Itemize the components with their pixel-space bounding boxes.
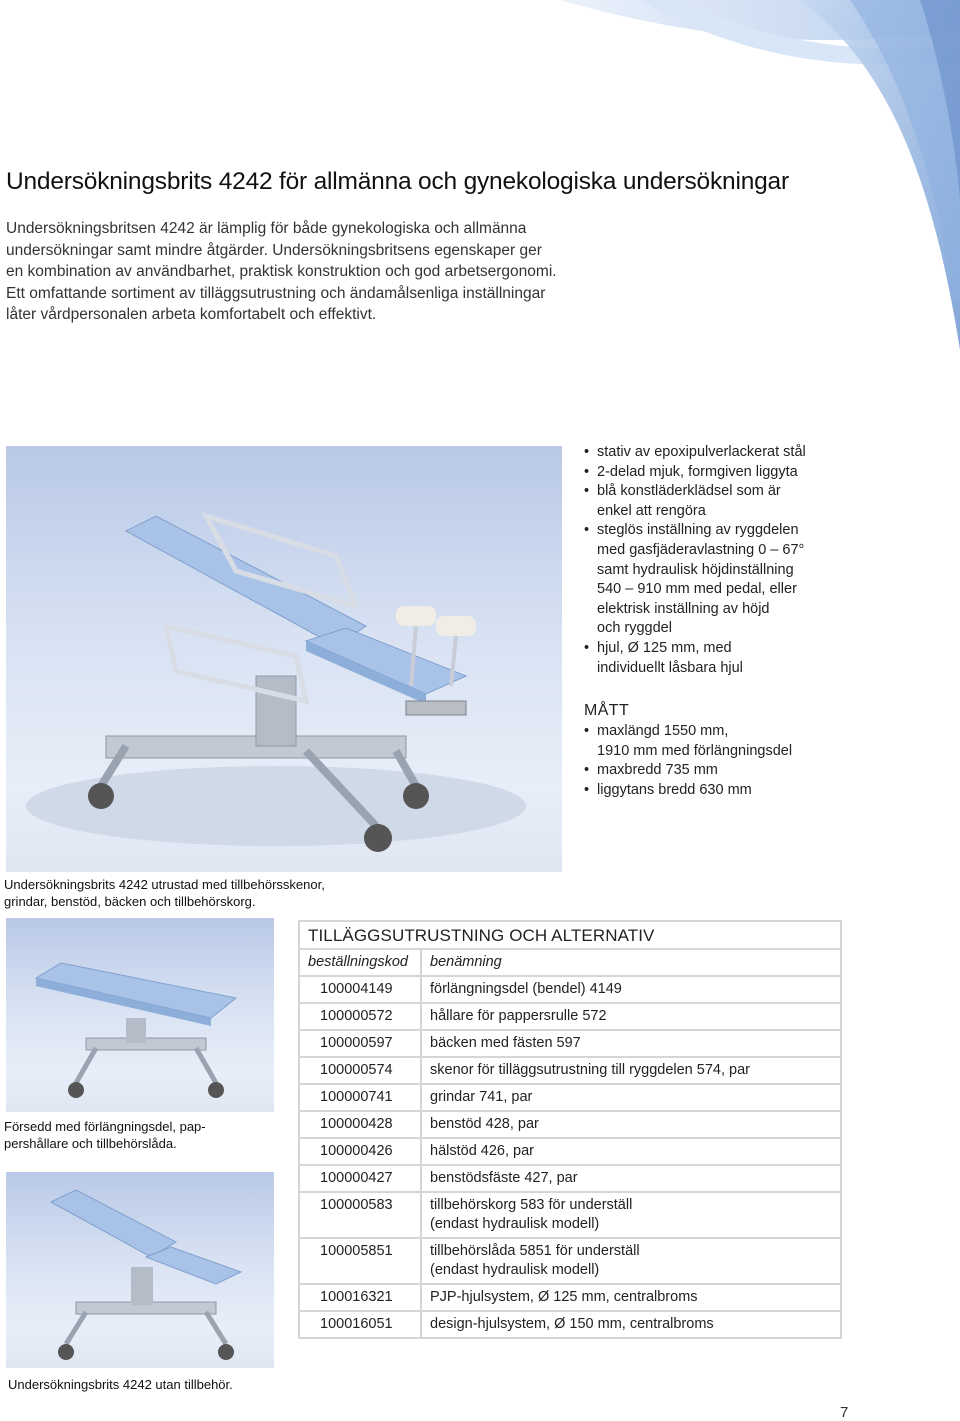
column-header-name: benämning: [421, 949, 841, 976]
intro-paragraph: [6, 218, 586, 326]
intro-line: en kombination av användbarhet, praktisk konstruktion och god arbetsergonomi.: [6, 263, 557, 280]
feature-text: enkel att rengöra: [597, 502, 706, 519]
table-row: [299, 1084, 841, 1111]
column-header-code: beställningskod: [299, 949, 421, 976]
feature-text: hjul, Ø 125 mm, med: [597, 639, 732, 656]
page-number: 7: [840, 1404, 849, 1421]
feature-item: [584, 639, 884, 678]
order-code: 100000597: [299, 1030, 421, 1057]
feature-text: med gasfjäderavlastning 0 – 67°: [597, 541, 805, 558]
item-name: grindar 741, par: [421, 1084, 841, 1111]
product-photo-extended: [6, 918, 274, 1112]
order-code: 100000426: [299, 1138, 421, 1165]
item-name: PJP-hjulsystem, Ø 125 mm, centralbroms: [421, 1284, 841, 1311]
item-name: hälstöd 426, par: [421, 1138, 841, 1165]
order-code: 100016321: [299, 1284, 421, 1311]
order-code: 100004149: [299, 976, 421, 1003]
table-header-row: [299, 949, 841, 976]
table-title: TILLÄGGSUTRUSTNING OCH ALTERNATIV: [299, 921, 841, 949]
order-code: 100016051: [299, 1311, 421, 1338]
feature-text: blå konstläderklädsel som är: [597, 483, 781, 500]
feature-text: individuellt låsbara hjul: [597, 659, 743, 676]
item-name: skenor för tilläggsutrustning till ryggdelen 574, par: [421, 1057, 841, 1084]
dimension-item: [584, 722, 884, 761]
feature-text: samt hydraulisk höjdinställning: [597, 561, 794, 578]
dimensions-heading: MÅTT: [584, 702, 630, 720]
feature-text: 540 – 910 mm med pedal, eller: [597, 581, 797, 598]
feature-text: steglös inställning av ryggdelen: [597, 522, 799, 539]
item-name-line: tillbehörskorg 583 för underställ: [430, 1197, 633, 1213]
item-name: [421, 1192, 841, 1238]
product-photo-full-equipment: [6, 446, 562, 872]
dimension-item: [584, 781, 884, 801]
product-photo-plain: [6, 1172, 274, 1368]
caption-line: grindar, benstöd, bäcken och tillbehörskorg.: [4, 894, 256, 909]
table-title-row: [299, 921, 841, 949]
feature-text: 2-delad mjuk, formgiven liggyta: [597, 463, 798, 480]
feature-item: [584, 521, 884, 639]
intro-line: Undersökningsbritsen 4242 är lämplig för både gynekologiska och allmänna: [6, 220, 527, 237]
table-row: [299, 1284, 841, 1311]
accessories-table: [298, 920, 842, 1339]
dimension-text: liggytans bredd 630 mm: [597, 781, 752, 798]
order-code: 100000428: [299, 1111, 421, 1138]
item-name: bäcken med fästen 597: [421, 1030, 841, 1057]
table-row: [299, 1138, 841, 1165]
feature-item: [584, 482, 884, 521]
order-code: 100000741: [299, 1084, 421, 1111]
table-row: [299, 1030, 841, 1057]
order-code: 100000574: [299, 1057, 421, 1084]
dimension-text: maxlängd 1550 mm,: [597, 723, 729, 740]
dimensions-bullets: [584, 722, 884, 800]
feature-item: [584, 463, 884, 483]
table-row: [299, 1165, 841, 1192]
table-row: [299, 1003, 841, 1030]
extended-photo-caption: [4, 1118, 254, 1152]
item-name: [421, 1238, 841, 1284]
feature-item: [584, 443, 884, 463]
intro-line: låter vårdpersonalen arbeta komfortabelt och effektivt.: [6, 306, 377, 323]
main-photo-caption: [4, 876, 404, 910]
intro-line: undersökningar samt mindre åtgärder. Undersökningsbritsens egenskaper ger: [6, 241, 542, 259]
item-name: benstöd 428, par: [421, 1111, 841, 1138]
order-code: 100000583: [299, 1192, 421, 1238]
order-code: 100000572: [299, 1003, 421, 1030]
caption-line: pershållare och tillbehörslåda.: [4, 1136, 177, 1151]
feature-text: och ryggdel: [597, 620, 672, 637]
item-name: hållare för pappersrulle 572: [421, 1003, 841, 1030]
dimension-text: 1910 mm med förlängningsdel: [597, 742, 793, 759]
table-row: [299, 1111, 841, 1138]
item-name-line: (endast hydraulisk modell): [430, 1216, 600, 1232]
feature-text: stativ av epoxipulverlackerat stål: [597, 444, 806, 460]
table-row: [299, 1238, 841, 1284]
caption-line: Försedd med förlängningsdel, pap-: [4, 1119, 206, 1134]
plain-photo-caption: Undersökningsbrits 4242 utan tillbehör.: [8, 1377, 233, 1392]
feature-text: elektrisk inställning av höjd: [597, 600, 770, 617]
feature-list: [584, 443, 884, 801]
item-name-line: (endast hydraulisk modell): [430, 1262, 600, 1278]
table-row: [299, 1192, 841, 1238]
table-row: [299, 1311, 841, 1338]
page-title: Undersökningsbrits 4242 för allmänna och gynekologiska undersökningar: [6, 168, 789, 195]
item-name: benstödsfäste 427, par: [421, 1165, 841, 1192]
item-name-line: tillbehörslåda 5851 för underställ: [430, 1243, 640, 1259]
features-bullets: [584, 443, 884, 678]
caption-line: Undersökningsbrits 4242 utrustad med tillbehörsskenor,: [4, 877, 325, 892]
intro-line: Ett omfattande sortiment av tilläggsutrustning och ändamålsenliga inställningar: [6, 284, 546, 302]
table-row: [299, 1057, 841, 1084]
order-code: 100000427: [299, 1165, 421, 1192]
order-code: 100005851: [299, 1238, 421, 1284]
table-row: [299, 976, 841, 1003]
dimension-item: [584, 761, 884, 781]
item-name: design-hjulsystem, Ø 150 mm, centralbroms: [421, 1311, 841, 1338]
item-name: förlängningsdel (bendel) 4149: [421, 976, 841, 1003]
dimension-text: maxbredd 735 mm: [597, 762, 718, 779]
